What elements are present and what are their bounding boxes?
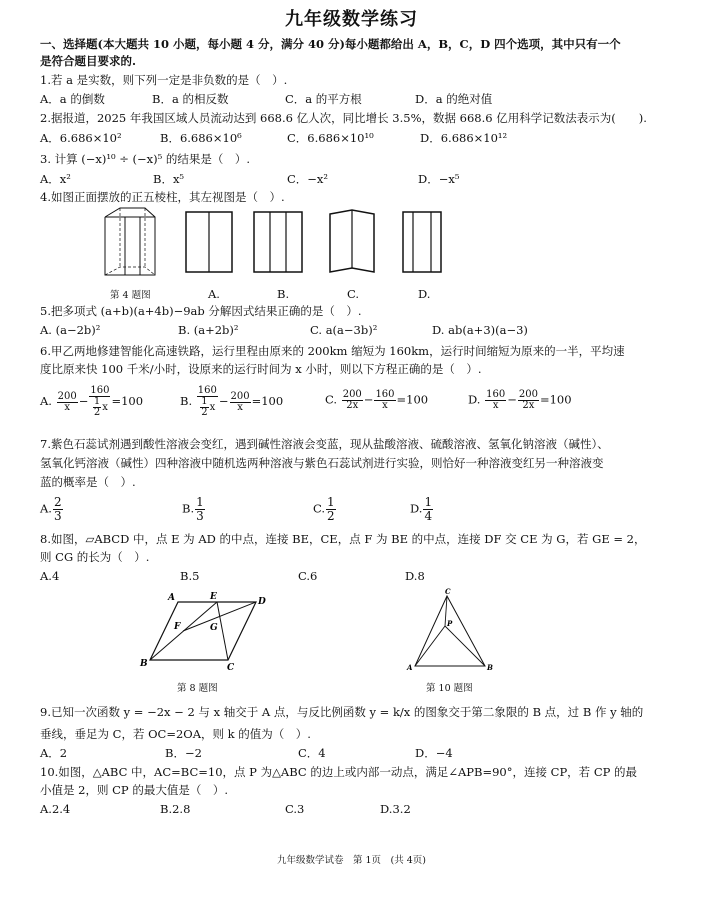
parallelogram (150, 602, 256, 660)
q4-label-b: B. (277, 287, 290, 301)
label-a: A (407, 663, 413, 672)
q2-option-d: D．6.686×10¹² (420, 131, 508, 145)
q7-option-d: D. $\frac{1}{4}$ (410, 495, 433, 523)
q8-option-b: B.5 (180, 569, 200, 583)
page-title: 九年级数学练习 (285, 9, 418, 30)
q4-view-b (254, 212, 306, 274)
q8-stem-2: 则 CG 的长为（ ）. (40, 550, 150, 564)
q1-option-d: D．a 的绝对值 (415, 92, 493, 106)
q2-option-a: A．6.686×10² (40, 131, 122, 145)
q2-stem: 2.据报道，2025 年我国区域人员流动达到 668.6 亿人次，同比增长 3.5%，数据 668.6 亿用科学记数法表示为( ). (40, 111, 647, 125)
q10-triangle-figure (405, 588, 495, 678)
q9-option-c: C．4 (298, 746, 326, 760)
q6-stem-2: 度比原来快 100 千米/小时，设原来的运行时间为 x 小时，则以下方程正确的是（ ）. (40, 362, 482, 376)
q9-option-d: D．−4 (415, 746, 453, 760)
q5-option-c: C. a(a−3b)² (310, 323, 378, 337)
section-heading: 一、选择题(本大题共 10 小题，每小题 4 分，满分 40 分)每小题都给出 A，B，C，D 四个选项，其中只有一个 (40, 37, 621, 51)
q4-caption: 第 4 题图 (110, 290, 151, 301)
q7-option-b: B. $\frac{1}{3}$ (182, 495, 204, 523)
label-c: C (445, 587, 451, 596)
q1-option-b: B．a 的相反数 (152, 92, 229, 106)
q4-stem: 4.如图正面摆放的正五棱柱，其左视图是（ ）. (40, 190, 285, 204)
q7-stem-2: 氢氧化钙溶液（碱性）四种溶液中随机选两种溶液与紫色石蕊试剂进行实验，则恰好一种溶液变红另一种溶液变 (40, 456, 604, 470)
q4-label-d: D. (418, 287, 431, 301)
label-p: P (447, 619, 453, 628)
label-a: A (168, 593, 175, 603)
label-b: B (140, 659, 148, 669)
q8-option-c: C.6 (298, 569, 318, 583)
q9-stem-1: 9.已知一次函数 y = −2x − 2 与 x 轴交于 A 点，与反比例函数 y = k/x 的图象交于第二象限的 B 点，过 B 作 y 轴的 (40, 705, 644, 719)
q8-stem-1: 8.如图，▱ABCD 中，点 E 为 AD 的中点，连接 BE，CE，点 F 为 BE 的中点，连接 DF 交 CE 为 G，若 GE = 2， (40, 532, 646, 546)
label-c: C (227, 663, 235, 673)
q6-option-a: A. $\frac{200}{x}$ − 160 $\frac{1}{2}$ x =100 (40, 385, 144, 418)
label-b: B (487, 663, 493, 672)
section-heading-cont: 是符合题目要求的. (40, 54, 137, 68)
q9-option-b: B．−2 (165, 746, 202, 760)
q10-stem-2: 小值是 2，则 CP 的最大值是（ ）. (40, 783, 228, 797)
prism-outline (105, 208, 155, 275)
q10-caption: 第 10 题图 (426, 683, 473, 694)
q9-stem-2: 垂线，垂足为 C，若 OC=2OA，则 k 的值为（ ）. (40, 727, 311, 741)
q6-option-c: C. $\frac{200}{2x}$ − $\frac{160}{x}$ =100 (325, 389, 429, 411)
q3-option-d: D．−x⁵ (418, 172, 460, 186)
q5-option-b: B. (a+2b)² (178, 323, 239, 337)
q8-option-a: A.4 (40, 569, 60, 583)
q3-option-a: A．x² (40, 172, 71, 186)
q4-view-d (403, 212, 445, 274)
label-e: E (210, 592, 217, 602)
segment-ce (217, 602, 228, 660)
q8-parallelogram-figure (140, 590, 270, 675)
q10-option-a: A.2.4 (40, 802, 71, 816)
prism-hidden-base (105, 267, 155, 275)
segment-df (183, 602, 256, 631)
q2-option-c: C．6.686×10¹⁰ (287, 131, 374, 145)
q1-option-a: A．a 的倒数 (40, 92, 105, 106)
q8-option-d: D.8 (405, 569, 425, 583)
label-g: G (210, 623, 218, 633)
q4-prism-figure (100, 205, 160, 285)
q6-stem-1: 6.甲乙两地修建智能化高速铁路，运行里程由原来的 200km 缩短为 160km，运行时间缩短为原来的一半，平均速 (40, 344, 625, 358)
q8-caption: 第 8 题图 (177, 683, 218, 694)
label-f: F (174, 622, 181, 632)
q4-view-a (186, 212, 236, 274)
q4-label-c: C. (347, 287, 360, 301)
q10-option-d: D.3.2 (380, 802, 411, 816)
page-footer: 九年级数学试卷 第 1页 (共 4页) (276, 855, 427, 866)
q7-option-a: A. $\frac{2}{3}$ (40, 495, 62, 523)
q10-stem-1: 10.如图，△ABC 中，AC=BC=10，点 P 为△ABC 的边上或内部一动点，满足∠APB=90°，连接 CP，若 CP 的最 (40, 765, 638, 779)
q9-option-a: A．2 (40, 746, 68, 760)
q1-stem: 1.若 a 是实数，则下列一定是非负数的是（ ）. (40, 73, 288, 87)
q3-option-c: C．−x² (287, 172, 329, 186)
q7-option-c: C. $\frac{1}{2}$ (313, 495, 335, 523)
segment-bp (445, 626, 485, 666)
q6-option-d: D. $\frac{160}{x}$ − $\frac{200}{2x}$ =100 (468, 389, 572, 411)
q3-option-b: B．x⁵ (153, 172, 185, 186)
q3-stem: 3. 计算 (−x)¹⁰ ÷ (−x)⁵ 的结果是（ ）. (40, 152, 251, 166)
q4-view-c (330, 210, 378, 276)
q10-option-c: C.3 (285, 802, 305, 816)
label-d: D (258, 597, 266, 607)
q5-stem: 5.把多项式 (a+b)(a+4b)−9ab 分解因式结果正确的是（ ）. (40, 304, 362, 318)
q5-option-d: D. ab(a+3)(a−3) (432, 323, 528, 337)
q7-stem-1: 7.紫色石蕊试剂遇到酸性溶液会变红，遇到碱性溶液会变蓝，现从盐酸溶液、硫酸溶液、氢氧化钠溶液（碱性）、 (40, 437, 609, 451)
q10-option-b: B.2.8 (160, 802, 191, 816)
q5-option-a: A. (a−2b)² (40, 323, 101, 337)
q1-option-c: C．a 的平方根 (285, 92, 362, 106)
q2-option-b: B．6.686×10⁶ (160, 131, 242, 145)
q6-option-b: B. 160 $\frac{1}{2}$ x − $\frac{200}{x}$ =100 (180, 385, 284, 418)
q4-label-a: A. (208, 287, 220, 301)
q7-stem-3: 蓝的概率是（ ）. (40, 475, 136, 489)
